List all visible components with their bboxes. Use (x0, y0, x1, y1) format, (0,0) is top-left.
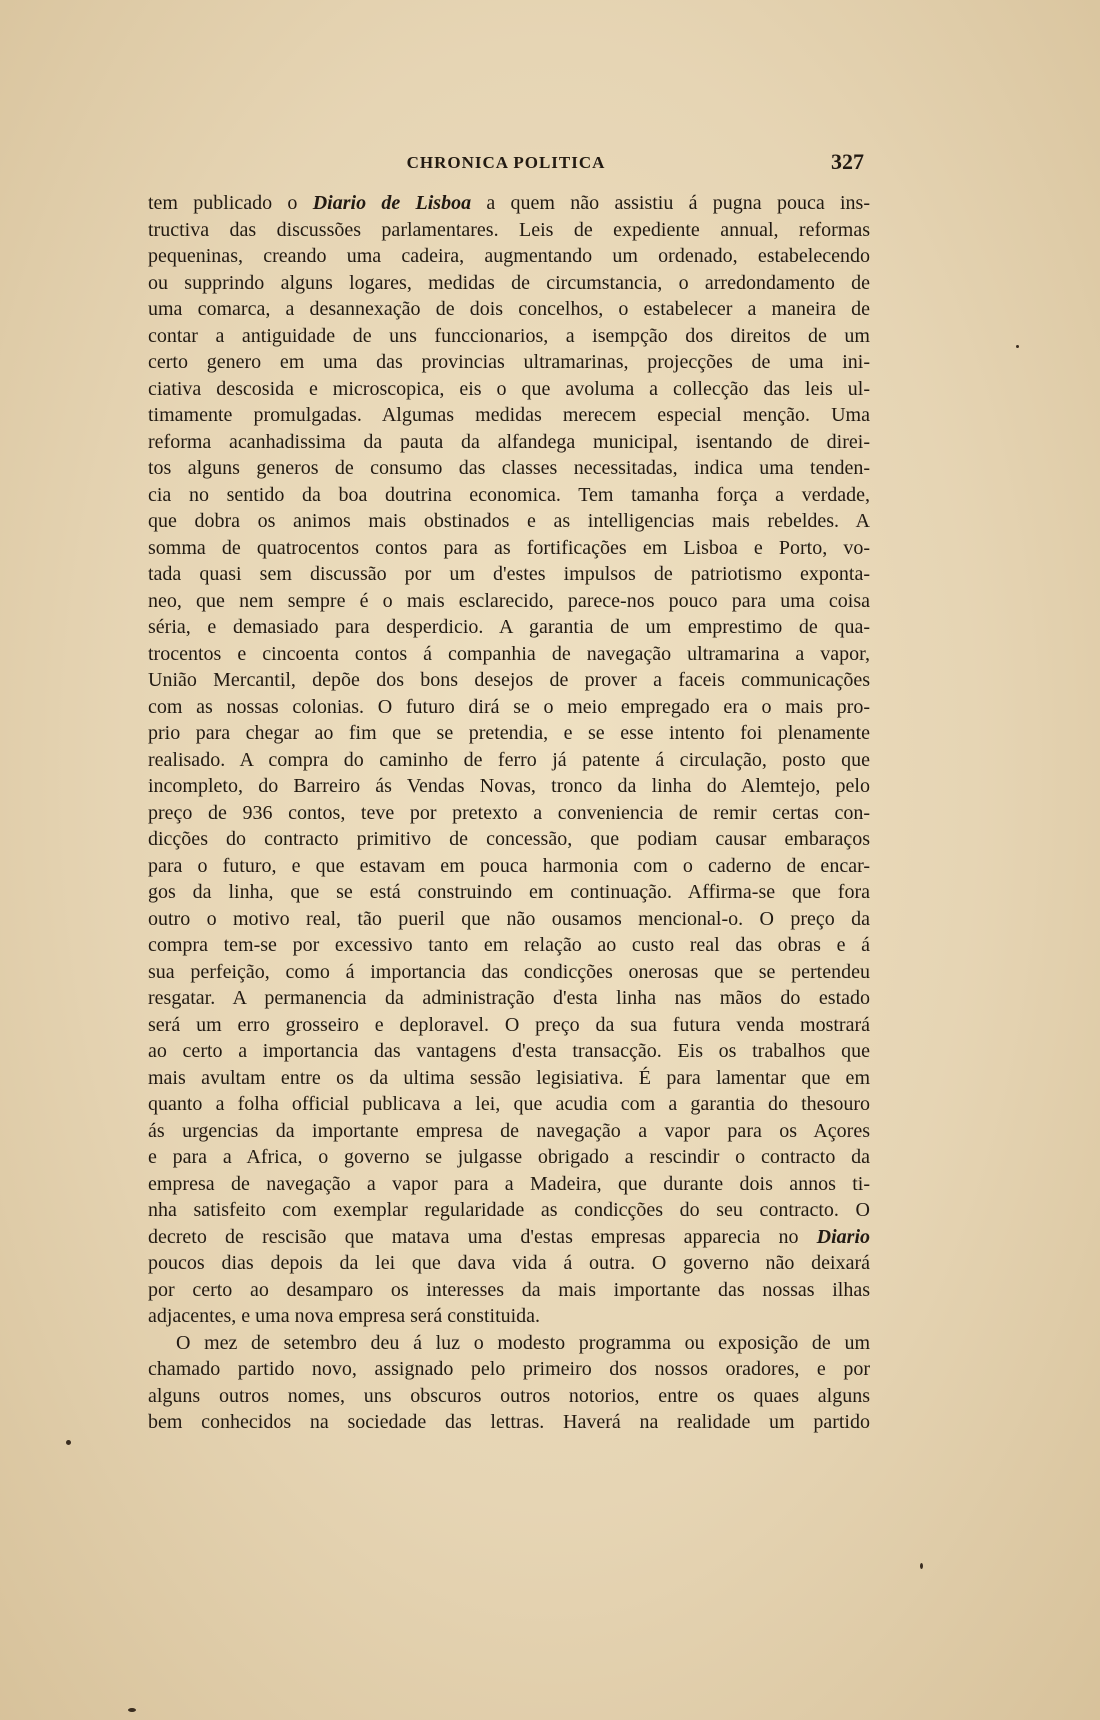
text-line: resgatar. A permanencia da administração d'esta linha nas mãos do estado (148, 987, 870, 1009)
text-line: ao certo a importancia das vantagens d'esta transacção. Eis os trabalhos que (148, 1040, 870, 1062)
text-line: será um erro grosseiro e deploravel. O preço da sua futura venda mostrará (148, 1013, 870, 1036)
text-line (148, 1224, 870, 1251)
text-line: gos da linha, que se está construindo em continuação. Affirma-se que fora (148, 881, 870, 903)
body-text (148, 190, 870, 1436)
text-line: somma de quatrocentos contos para as fortificações em Lisboa e Porto, vo- (148, 536, 870, 559)
text-line: dicções do contracto primitivo de concessão, que podiam causar embaraços (148, 828, 870, 850)
text-line: prio para chegar ao fim que se pretendia, e se esse intento foi plenamente (148, 722, 870, 744)
text-line: poucos dias depois da lei que dava vida á outra. O governo não deixará (148, 1252, 870, 1274)
paper-speck (66, 1440, 71, 1445)
text-line: quanto a folha official publicava a lei, que acudia com a garantia do thesouro (148, 1093, 870, 1115)
text-line: incompleto, do Barreiro ás Vendas Novas, tronco da linha do Alemtejo, pelo (148, 775, 870, 797)
text-line: cia no sentido da boa doutrina economica. Tem tamanha força a verdade, (148, 483, 870, 506)
text-line: chamado partido novo, assignado pelo primeiro dos nossos oradores, e por (148, 1358, 870, 1380)
text-line: com as nossas colonias. O futuro dirá se o meio empregado era o mais pro- (148, 695, 870, 718)
italic-title: Diario de Lisboa (312, 192, 472, 214)
text-line: contar a antiguidade de uns funccionarios, a isempção dos direitos de um (148, 324, 870, 347)
text-line: empresa de navegação a vapor para a Madeira, que durante dois annos ti- (148, 1172, 870, 1195)
text-span: decreto de rescisão que matava uma d'estas empresas apparecia no (148, 1225, 817, 1248)
text-line: bem conhecidos na sociedade das lettras. Haverá na realidade um partido (148, 1411, 870, 1433)
text-line: alguns outros nomes, uns obscuros outros notorios, entre os quaes alguns (148, 1384, 870, 1407)
text-span: tem publicado o (148, 192, 313, 214)
page-header (148, 149, 864, 181)
text-line: União Mercantil, depõe dos bons desejos de prover a faceis communicações (148, 669, 870, 691)
text-line: trocentos e cincoenta contos á companhia de navegação ultramarina a vapor, (148, 642, 870, 665)
text-line: nha satisfeito com exemplar regularidade as condicções do seu contracto. O (148, 1199, 870, 1221)
text-line: pequeninas, creando uma cadeira, augmentando um ordenado, estabelecendo (148, 245, 870, 267)
text-line: outro o motivo real, tão pueril que não ousamos mencional-o. O preço da (148, 907, 870, 930)
paper-speck (920, 1563, 923, 1569)
text-line: séria, e demasiado para desperdicio. A garantia de um emprestimo de qua- (148, 616, 870, 638)
paper-speck (1016, 345, 1019, 348)
text-line: tada quasi sem discussão por um d'estes impulsos de patriotismo exponta- (148, 563, 870, 585)
paragraph-last-line: adjacentes, e uma nova empresa será constituida. (148, 1305, 541, 1327)
text-line: ou supprindo alguns logares, medidas de circumstancia, o arredondamento de (148, 271, 870, 294)
text-line: por certo ao desamparo os interesses da mais importante das nossas ilhas (148, 1278, 870, 1301)
paper-speck (128, 1708, 136, 1712)
text-line: compra tem-se por excessivo tanto em relação ao custo real das obras e á (148, 934, 870, 956)
text-line (148, 190, 870, 217)
text-line: ciativa descosida e microscopica, eis o que avoluma a collecção das leis ul- (148, 377, 870, 400)
text-line: reforma acanhadissima da pauta da alfandega municipal, isentando de direi- (148, 430, 870, 453)
text-span: a quem não assistiu á pugna pouca ins- (471, 192, 871, 214)
text-line: ás urgencias da importante empresa de navegação a vapor para os Açores (148, 1119, 870, 1142)
text-line: e para a Africa, o governo se julgasse obrigado a rescindir o contracto da (148, 1146, 870, 1168)
text-line: neo, que nem sempre é o mais esclarecido, parece-nos pouco para uma coisa (148, 589, 870, 612)
page-number: 327 (831, 149, 864, 174)
text-line: tructiva das discussões parlamentares. Leis de expediente annual, reformas (148, 218, 870, 241)
running-title: CHRONICA POLITICA (406, 153, 606, 172)
text-line: certo genero em uma das provincias ultramarinas, projecções de uma ini- (148, 351, 870, 373)
text-line: sua perfeição, como á importancia das condicções onerosas que se pertendeu (148, 960, 870, 983)
italic-title: Diario (816, 1225, 870, 1248)
text-line: para o futuro, e que estavam em pouca harmonia com o caderno de encar- (148, 854, 870, 877)
text-line: timamente promulgadas. Algumas medidas merecem especial menção. Uma (148, 404, 870, 426)
text-line: mais avultam entre os da ultima sessão legisiativa. É para lamentar que em (148, 1066, 870, 1089)
text-line: tos alguns generos de consumo das classes necessitadas, indica uma tenden- (148, 457, 870, 479)
text-line: uma comarca, a desannexação de dois concelhos, o estabelecer a maneira de (148, 298, 870, 320)
paragraph-first-line: O mez de setembro deu á luz o modesto programma ou exposição de um (176, 1331, 870, 1354)
text-line: realisado. A compra do caminho de ferro já patente á circulação, posto que (148, 748, 870, 771)
text-line: que dobra os animos mais obstinados e as intelligencias mais rebeldes. A (148, 510, 870, 532)
text-line: preço de 936 contos, teve por pretexto a conveniencia de remir certas con- (148, 801, 870, 824)
